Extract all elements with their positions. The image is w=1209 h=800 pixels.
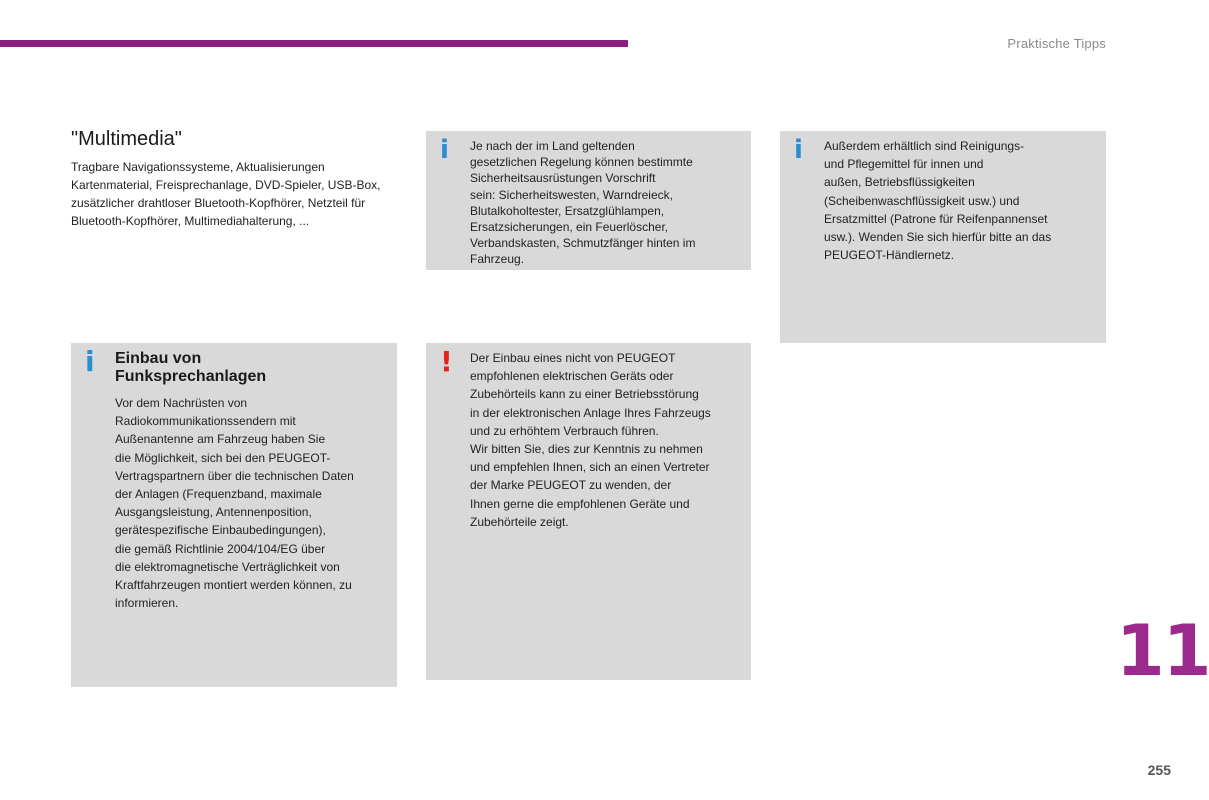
warning-box-electrical-devices	[426, 343, 751, 680]
info-icon: i	[440, 135, 449, 165]
multimedia-text: Tragbare Navigationssysteme, Aktualisierungen Kartenmaterial, Freisprechanlage, DVD-Spieler, USB-Box, zusätzlicher drahtloser Bluetooth-Kopfhörer, Netzteil für Bluetooth-Kopfhörer, Multimediahalterung, ...	[71, 160, 381, 228]
info-icon: i	[794, 135, 803, 165]
info-text-radio-installation: Vor dem Nachrüsten von Radiokommunikationssendern mit Außenantenne am Fahrzeug haben Sie die Möglichkeit, sich bei den PEUGEOT- Vertragspartnern über die technischen Daten der Anlagen (Frequenzband, maximale Ausgangsleistung, Antennenposition, gerätespezifische Einbaubedingungen), die gemäß Richtlinie 2004/104/EG über die elektromagnetische Verträglichkeit von Kraftfahrzeugen montiert werden können, zu informieren.	[115, 396, 354, 611]
section-label: Praktische Tipps	[1007, 36, 1106, 51]
info-icon: i	[85, 345, 95, 378]
info-box-radio-installation	[71, 343, 397, 687]
info-text-cleaning-products: Außerdem erhältlich sind Reinigungs- und Pflegemittel für innen und außen, Betriebsflüssigkeiten (Scheibenwaschflüssigkeit usw.) und Ersatzmittel (Patrone für Reifenpannenset usw.). Wenden Sie sich hierfür bitte an das PEUGEOT-Händlernetz.	[824, 139, 1052, 263]
info-box-safety-equipment	[426, 131, 751, 270]
info-box-cleaning-products	[780, 131, 1106, 343]
info-box-title-radio: Einbau von Funksprechanlagen	[115, 350, 267, 385]
chapter-number: 11	[1116, 610, 1209, 692]
header-accent-bar	[0, 40, 628, 47]
warning-icon: !	[440, 345, 453, 378]
info-text-safety-equipment: Je nach der im Land geltenden gesetzlichen Regelung können bestimmte Sicherheitsausrüstungen Vorschrift sein: Sicherheitswesten, Warndreieck, Blutalkoholtester, Ersatzglühlampen, Ersatzsicherungen, ein Feuerlöscher, Verbandskasten, Schmutzfänger hinten im Fahrzeug.	[470, 139, 696, 267]
warning-text-electrical-devices: Der Einbau eines nicht von PEUGEOT empfohlenen elektrischen Geräts oder Zubehörteils kann zu einer Betriebsstörung in der elektronischen Anlage Ihres Fahrzeugs und zu erhöhtem Verbrauch führen. Wir bitten Sie, dies zur Kenntnis zu nehmen und empfehlen Ihnen, sich an einen Vertreter der Marke PEUGEOT zu wenden, der Ihnen gerne die empfohlenen Geräte und Zubehörteile zeigt.	[470, 351, 711, 529]
multimedia-heading: "Multimedia"	[71, 128, 182, 150]
page-number: 255	[1147, 762, 1171, 778]
